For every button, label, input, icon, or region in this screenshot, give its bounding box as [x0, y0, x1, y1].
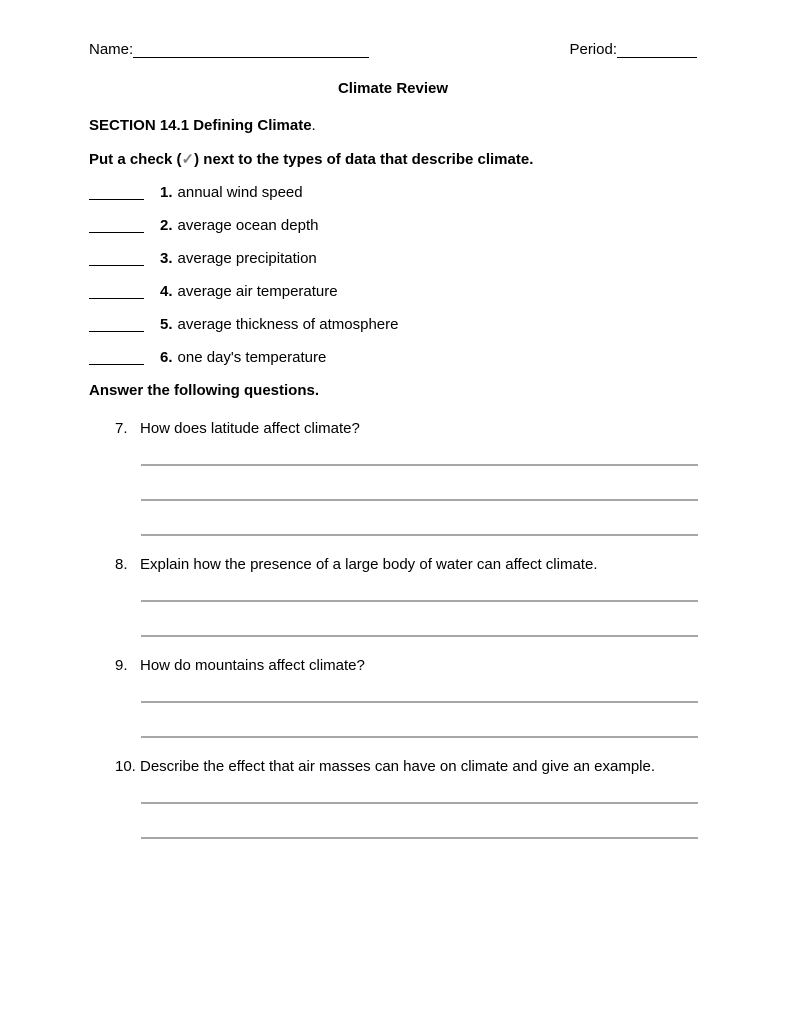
instruction-prefix: Put a check (: [89, 151, 182, 168]
question-prompt: Describe the effect that air masses can have on climate and give an example.: [140, 758, 656, 775]
question-text: [89, 657, 697, 675]
questions-heading: Answer the following questions.: [89, 382, 320, 399]
check-item: [89, 283, 697, 301]
name-field: [89, 41, 369, 59]
question-number: 7.: [115, 420, 128, 437]
check-item-number: 5.: [160, 316, 173, 333]
section-heading: [89, 117, 697, 135]
check-blank-line: [89, 217, 144, 233]
answer-line: [141, 701, 698, 703]
check-item-number: 4.: [160, 283, 173, 300]
check-blank-line: [89, 184, 144, 200]
answer-line: [141, 534, 698, 536]
period-field: [569, 41, 697, 59]
question-prompt: Explain how the presence of a large body of water can affect climate.: [140, 556, 598, 573]
question-text: [89, 556, 697, 574]
check-item-number: 1.: [160, 184, 173, 201]
check-item-number: 2.: [160, 217, 173, 234]
answer-line: [141, 499, 698, 501]
answer-line: [141, 802, 698, 804]
instruction-suffix: ) next to the types of data that describe climate.: [194, 151, 534, 168]
check-item-text: one day's temperature: [177, 349, 327, 366]
check-item-text: average thickness of atmosphere: [177, 316, 399, 333]
answer-line: [141, 600, 698, 602]
check-blank-line: [89, 283, 144, 299]
check-blank-line: [89, 250, 144, 266]
check-item: [89, 217, 697, 235]
check-item: [89, 250, 697, 268]
check-item-text: average air temperature: [177, 283, 338, 300]
question: [89, 758, 697, 839]
question-number: 9.: [115, 657, 128, 674]
name-label: Name:: [89, 41, 134, 58]
check-item-text: average ocean depth: [177, 217, 319, 234]
page-title: Climate Review: [337, 80, 449, 97]
question-number: 8.: [115, 556, 128, 573]
section-heading-text: SECTION 14.1 Defining Climate: [89, 117, 312, 134]
check-blank-line: [89, 349, 144, 365]
check-icon: ✓: [181, 151, 195, 168]
period-label: Period:: [569, 41, 617, 58]
question-text: [89, 420, 697, 438]
question-prompt: How does latitude affect climate?: [140, 420, 360, 437]
check-item: [89, 316, 697, 334]
check-blank-line: [89, 316, 144, 332]
question: [89, 657, 697, 738]
header: [89, 41, 697, 59]
check-item-number: 3.: [160, 250, 173, 267]
check-item-text: average precipitation: [177, 250, 317, 267]
answer-line: [141, 635, 698, 637]
question: [89, 420, 697, 536]
question-number: 10.: [115, 758, 136, 775]
question: [89, 556, 697, 637]
section-heading-period: .: [311, 117, 316, 134]
check-item: [89, 184, 697, 202]
period-blank-line: [617, 41, 697, 58]
answer-line: [141, 736, 698, 738]
answer-line: [141, 837, 698, 839]
check-list: [89, 184, 697, 367]
check-item-number: 6.: [160, 349, 173, 366]
name-blank-line: [133, 41, 369, 58]
question-text: [89, 758, 697, 776]
check-item: [89, 349, 697, 367]
check-item-text: annual wind speed: [177, 184, 303, 201]
check-instruction: [89, 151, 697, 169]
question-prompt: How do mountains affect climate?: [140, 657, 365, 674]
answer-line: [141, 464, 698, 466]
